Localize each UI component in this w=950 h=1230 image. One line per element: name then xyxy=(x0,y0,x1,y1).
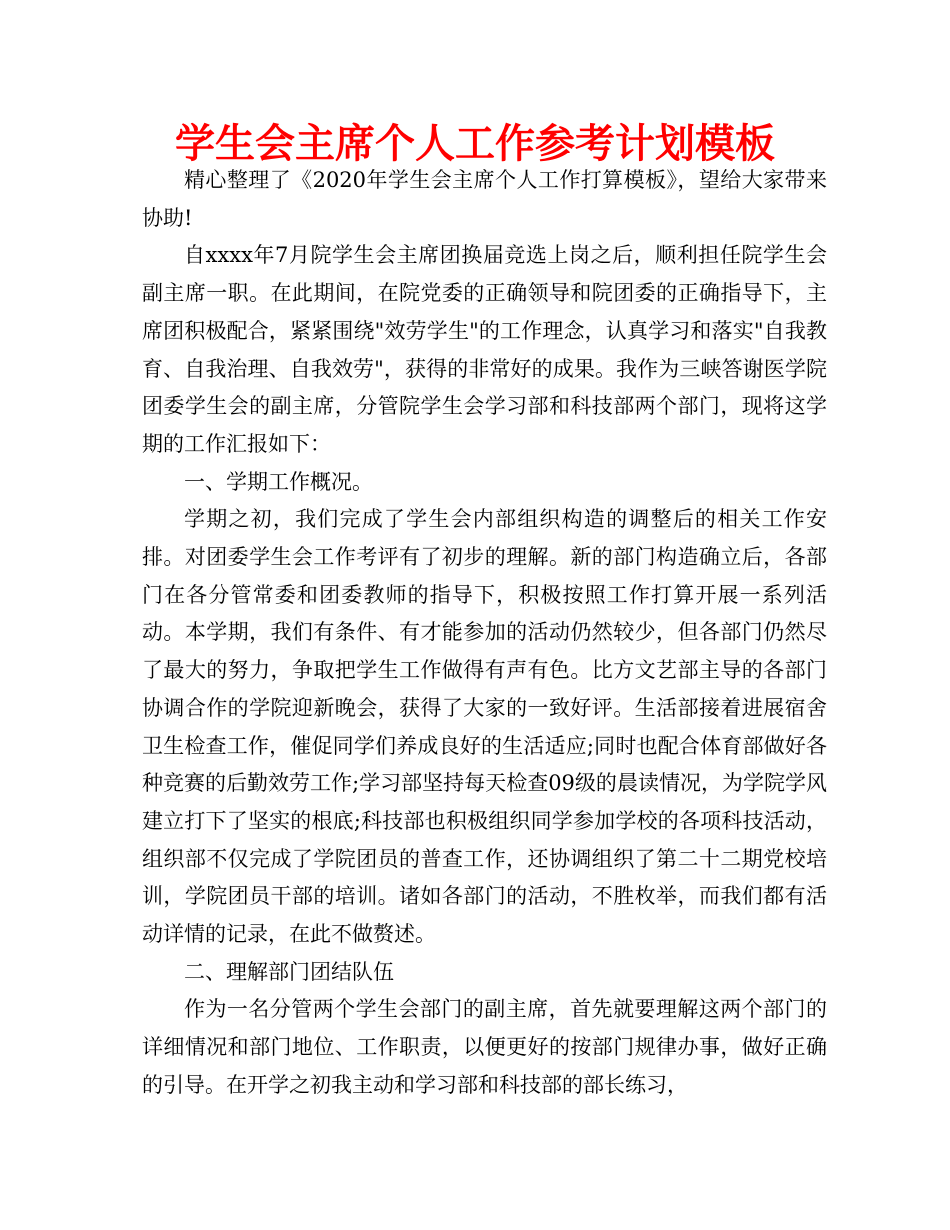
section-heading-2: 二、理解部门团结队伍 xyxy=(184,959,394,984)
paragraph-intro: 精心整理了《2020年学生会主席个人工作打算模板》，望给大家带来协助! xyxy=(142,168,827,230)
paragraph-departments: 作为一名分管两个学生会部门的副主席，首先就要理解这两个部门的详细情况和部门地位、工作职责，以便更好的按部门规律办事，做好正确的引导。在开学之初我主动和学习部和科技部的部长练习， xyxy=(142,997,827,1097)
document-title: 学生会主席个人工作参考计划模板 xyxy=(175,121,775,167)
document-body xyxy=(142,162,827,1105)
section-heading-1: 一、学期工作概况。 xyxy=(184,469,373,494)
paragraph-overview: 学期之初，我们完成了学生会内部组织构造的调整后的相关工作安排。对团委学生会工作考评有了初步的理解。新的部门构造确立后，各部门在各分管常委和团委教师的指导下，积极按照工作打算开展一系列活动。本学期，我们有条件、有才能参加的活动仍然较少，但各部门仍然尽了最大的努力，争取把学生工作做得有声有色。比方文艺部主导的各部门协调合作的学院迎新晚会，获得了大家的一致好评。生活部接着进展宿舍卫生检查工作，催促同学们养成良好的生活适应;同时也配合体育部做好各种竞赛的后勤效劳工作;学习部坚持每天检查09级的晨读情况，为学院学风建立打下了坚实的根底;科技部也积极组织同学参加学校的各项科技活动，组织部不仅完成了学院团员的普查工作，还协调组织了第二十二期党校培训，学院团员干部的培训。诸如各部门的活动，不胜枚举，而我们都有活动详情的记录，在此不做赘述。 xyxy=(142,507,827,947)
paragraph-background: 自xxxx年7月院学生会主席团换届竞选上岗之后，顺利担任院学生会副主席一职。在此期间，在院党委的正确领导和院团委的正确指导下，主席团积极配合，紧紧围绕"效劳学生"的工作理念，认真学习和落实"自我教育、自我治理、自我效劳"，获得的非常好的成果。我作为三峡答谢医学院团委学生会的副主席，分管院学生会学习部和科技部两个部门，现将这学期的工作汇报如下： xyxy=(142,243,827,456)
